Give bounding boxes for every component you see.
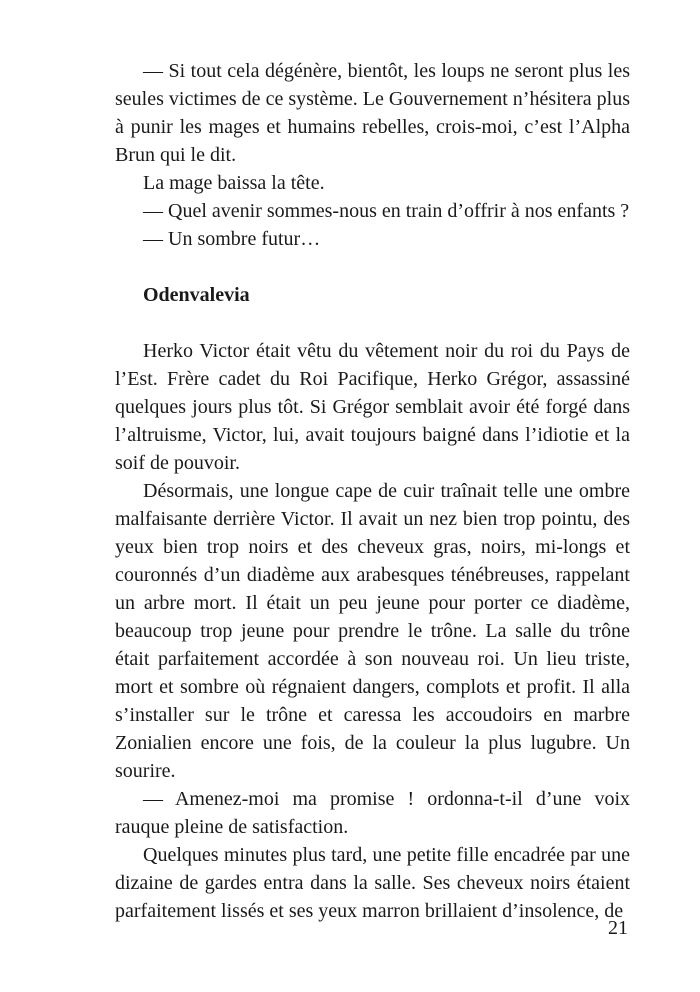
chapter-title: Odenvalevia	[143, 284, 250, 306]
paragraph: Quelques minutes plus tard, une petite fille encadrée par une dizaine de gardes entra dans la salle. Ses cheveux noirs étaient parfaitement lissés et ses yeux marron brillaient d’insolence, de	[115, 844, 630, 922]
section-spacer	[115, 253, 630, 281]
paragraph: — Quel avenir sommes-nous en train d’offrir à nos enfants ?	[143, 200, 630, 222]
paragraph: — Si tout cela dégénère, bientôt, les loups ne seront plus les seules victimes de ce système. Le Gouvernement n’hésitera plus à punir les mages et humains rebelles, crois-moi, c’est l’Alpha Brun qui le dit.	[115, 60, 630, 166]
paragraph: Désormais, une longue cape de cuir traînait telle une ombre malfaisante derrière Victor. Il avait un nez bien trop pointu, des yeux bien trop noirs et des cheveux gras, noirs, mi-longs et couronnés d’un diadème aux arabesques ténébreuses, rappelant un arbre mort. Il était un peu jeune pour porter ce diadème, beaucoup trop jeune pour prendre le trône. La salle du trône était parfaitement accordée à son nouveau roi. Un lieu triste, mort et sombre où régnaient dangers, complots et profit. Il alla s’installer sur le trône et caressa les accoudoirs en marbre Zonialien encore une fois, de la couleur la plus lugubre. Un sourire.	[115, 480, 630, 782]
paragraph: La mage baissa la tête.	[143, 172, 325, 194]
paragraph: — Amenez-moi ma promise ! ordonna-t-il d’une voix rauque pleine de satisfaction.	[115, 788, 630, 838]
paragraph: Herko Victor était vêtu du vêtement noir du roi du Pays de l’Est. Frère cadet du Roi Pacifique, Herko Grégor, assassiné quelques jours plus tôt. Si Grégor semblait avoir été forgé dans l’altruisme, Victor, lui, avait toujours baigné dans l’idiotie et la soif de pouvoir.	[115, 340, 630, 474]
section-spacer	[115, 309, 630, 337]
paragraph: — Un sombre futur…	[143, 228, 321, 250]
page-number: 21	[608, 917, 628, 939]
